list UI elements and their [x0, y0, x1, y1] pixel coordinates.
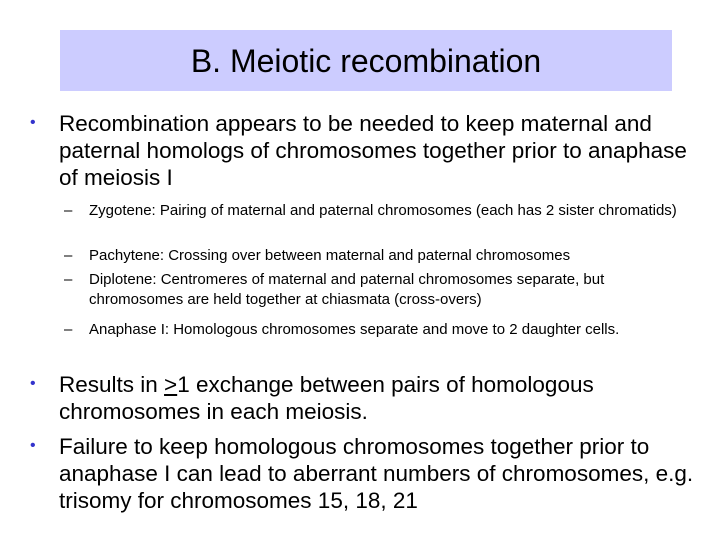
sub-item-text: Zygotene: Pairing of maternal and paternal chromosomes (each has 2 sister chromatids): [89, 202, 677, 219]
sub-item-text: Diplotene: Centromeres of maternal and paternal chromosomes separate, but chromosomes are held together at chiasmata (cross-overs): [89, 271, 605, 308]
sub-item-diplotene: [64, 270, 694, 310]
dash-marker: –: [64, 247, 73, 264]
sub-item-zygotene: [64, 201, 694, 221]
bullet-marker: •: [30, 437, 36, 454]
bullet-text: Recombination appears to be needed to keep maternal and paternal homologs of chromosomes together prior to anaphase of meiosis I: [59, 111, 687, 190]
dash-marker: –: [64, 271, 73, 288]
dash-marker: –: [64, 321, 73, 338]
bullet-text: Failure to keep homologous chromosomes together prior to anaphase I can lead to aberrant numbers of chromosomes, e.g. trisomy for chromosomes 15, 18, 21: [59, 434, 694, 513]
sub-item-text: Pachytene: Crossing over between maternal and paternal chromosomes: [89, 247, 571, 264]
dash-marker: –: [64, 202, 73, 219]
bullet-item-3: [30, 433, 700, 514]
sub-item-anaphase: [64, 320, 694, 340]
bullet-item-2: [30, 371, 700, 425]
sub-item-pachytene: [64, 246, 694, 266]
slide-title: B. Meiotic recombination: [190, 42, 542, 79]
sub-item-text: Anaphase I: Homologous chromosomes separate and move to 2 daughter cells.: [89, 321, 620, 338]
bullet-text-before: Results in: [59, 372, 165, 397]
greater-or-equal-symbol: >: [164, 372, 178, 397]
bullet-item-1: [30, 110, 700, 191]
bullet-text: [59, 371, 700, 425]
bullet-marker: •: [30, 375, 36, 392]
title-banner: [60, 30, 672, 91]
bullet-marker: •: [30, 114, 36, 131]
bullet-text-after: 1 exchange between pairs of homologous chromosomes in each meiosis.: [59, 372, 594, 424]
